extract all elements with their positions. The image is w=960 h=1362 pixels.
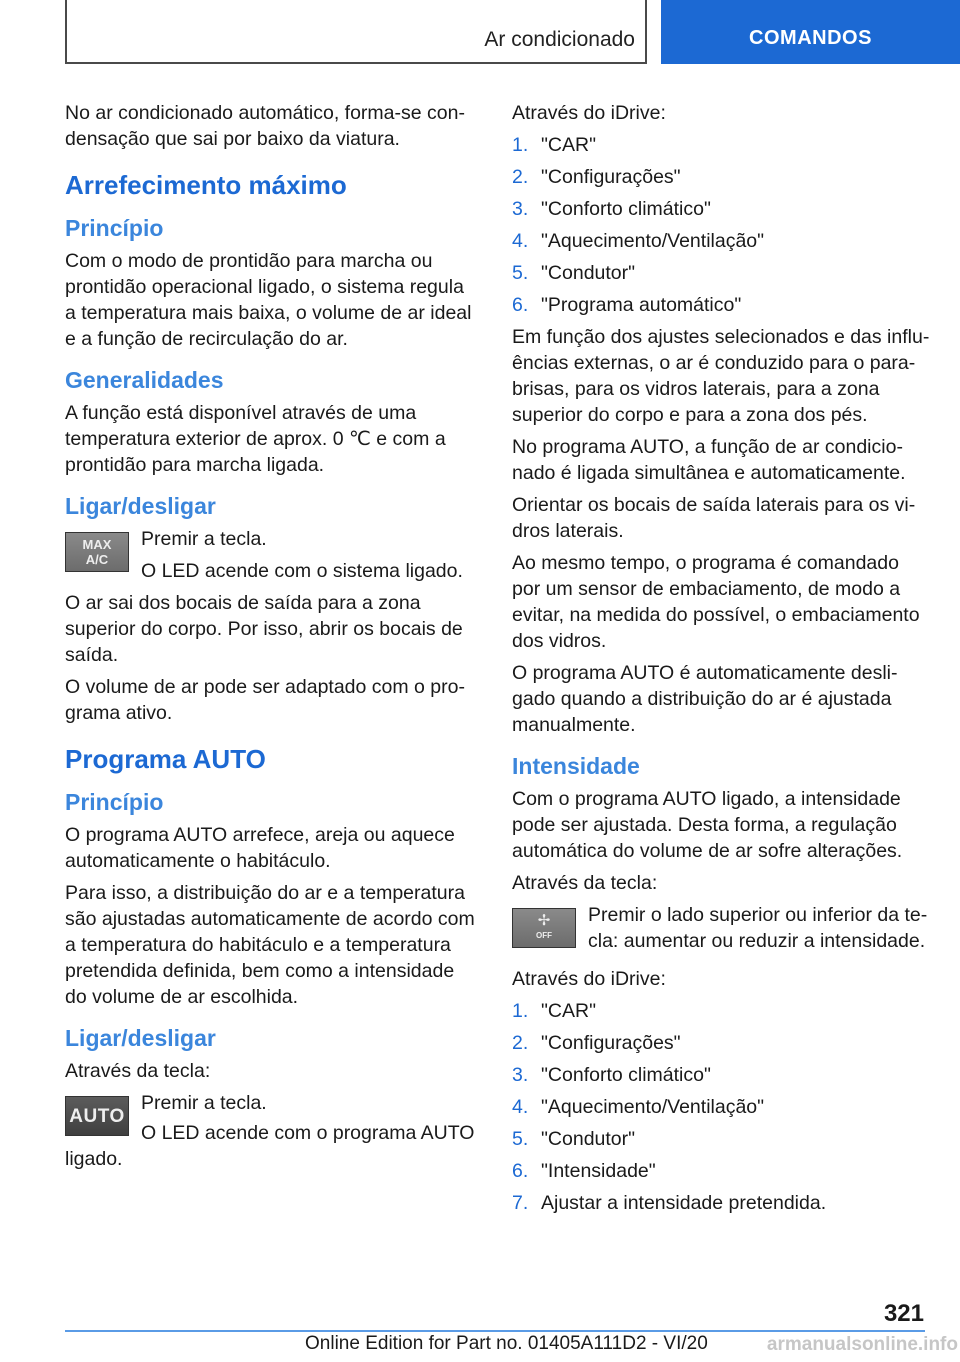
step-number: 7.	[512, 1192, 529, 1214]
section-title-max-cooling: Arrefecimento máximo	[65, 170, 347, 200]
step-number: 2.	[512, 166, 529, 188]
step-item	[512, 292, 930, 318]
step-text: "Condutor"	[541, 262, 636, 284]
step-text: "Intensidade"	[541, 1160, 656, 1182]
footer-edition: Online Edition for Part no. 01405A111D2 - VI/20	[305, 1333, 708, 1354]
auto-off-text: O programa AUTO é automaticamente desligado quando a distribuição do ar é ajustada manualmente.	[512, 662, 898, 736]
step-text: "CAR"	[541, 1000, 597, 1022]
step-item	[512, 132, 930, 158]
auto-press-text: Premir a tecla.	[141, 1092, 267, 1114]
step-number: 4.	[512, 1096, 529, 1118]
air-direction-text: Em função dos ajustes selecionados e das influências externas, o ar é conduzido para o para-brisas, para os vidros laterais, para a zona superior do corpo e para a zona dos pés.	[512, 326, 930, 426]
auto-principle-text: O programa AUTO arrefece, areja ou aquece automaticamente o habitáculo.	[65, 824, 455, 872]
air-outlet-text: O ar sai dos bocais de saída para a zona superior do corpo. Por isso, abrir os bocais de saída.	[65, 592, 463, 666]
step-number: 3.	[512, 198, 529, 220]
step-item	[512, 1094, 930, 1120]
auto-icon-label: AUTO	[69, 1105, 125, 1127]
step-text: "Configurações"	[541, 166, 681, 188]
left-column	[65, 100, 480, 1178]
step-item	[512, 1190, 930, 1216]
section-title-auto: Programa AUTO	[65, 744, 266, 774]
header-chapter-tab[interactable]	[661, 0, 960, 64]
fan-intensity-button-icon	[512, 908, 576, 948]
intro-text: No ar condicionado automático, forma-se condensação que sai por baixo da viatura.	[65, 102, 465, 150]
step-number: 1.	[512, 1000, 529, 1022]
auto-button-icon	[65, 1096, 129, 1136]
via-key-text: Através da tecla:	[65, 1060, 211, 1082]
step-number: 6.	[512, 294, 529, 316]
step-number: 2.	[512, 1032, 529, 1054]
fan-icon: ✢	[537, 912, 551, 929]
via-idrive-text-2: Através do iDrive:	[512, 968, 666, 990]
step-item	[512, 260, 930, 286]
air-volume-text: O volume de ar pode ser adaptado com o programa ativo.	[65, 676, 465, 724]
step-item	[512, 1062, 930, 1088]
footer-divider	[65, 1330, 925, 1332]
intensity-press-text: Premir o lado superior ou inferior da tecla: aumentar ou reduzir a intensidade.	[588, 904, 928, 952]
led-on-text: O LED acende com o sistema ligado.	[141, 560, 463, 582]
step-number: 5.	[512, 1128, 529, 1150]
right-column	[512, 100, 930, 1222]
idrive-steps-list-2	[512, 998, 930, 1216]
auto-ac-text: No programa AUTO, a função de ar condicionado é ligada simultânea e automaticamente.	[512, 436, 906, 484]
auto-led-text: O LED acende com o programa AUTO ligado.	[65, 1122, 475, 1170]
step-item	[512, 1030, 930, 1056]
step-number: 6.	[512, 1160, 529, 1182]
fog-sensor-text: Ao mesmo tempo, o programa é comandado por um sensor de embaciamento, de modo a evitar, na medida do possível, o embaciamento dos vidros.	[512, 552, 920, 652]
chapter-label: COMANDOS	[749, 26, 872, 49]
step-number: 5.	[512, 262, 529, 284]
page-number: 321	[883, 1300, 924, 1327]
max-ac-button-icon	[65, 532, 129, 572]
step-item	[512, 228, 930, 254]
step-text: "Aquecimento/Ventilação"	[541, 1096, 765, 1118]
step-text: "Configurações"	[541, 1032, 681, 1054]
press-key-text: Premir a tecla.	[141, 528, 267, 550]
max-ac-instruction	[65, 526, 480, 584]
step-item	[512, 1158, 930, 1184]
step-text: "Conforto climático"	[541, 198, 711, 220]
step-text: Ajustar a intensidade pretendida.	[541, 1192, 827, 1214]
step-text: "Conforto climático"	[541, 1064, 711, 1086]
step-item	[512, 1126, 930, 1152]
header-section-title: Ar condicionado	[484, 28, 635, 51]
via-idrive-text-1: Através do iDrive:	[512, 102, 666, 124]
subsection-on-off: Ligar/desligar	[65, 493, 216, 519]
fan-off-label: OFF	[536, 931, 552, 940]
step-number: 3.	[512, 1064, 529, 1086]
side-vents-text: Orientar os bocais de saída laterais para os vidros laterais.	[512, 494, 916, 542]
watermark: armanualsonline.info	[766, 1334, 958, 1355]
step-text: "Programa automático"	[541, 294, 742, 316]
general-text: A função está disponível através de uma temperatura exterior de aprox. 0 ℃ e com a prontidão para marcha ligada.	[65, 402, 446, 476]
subsection-principle: Princípio	[65, 215, 164, 241]
subsection-on-off-auto: Ligar/desligar	[65, 1025, 216, 1051]
subsection-principle-auto: Princípio	[65, 789, 164, 815]
step-text: "Condutor"	[541, 1128, 636, 1150]
idrive-steps-list-1	[512, 132, 930, 318]
step-item	[512, 164, 930, 190]
step-text: "CAR"	[541, 134, 597, 156]
step-number: 1.	[512, 134, 529, 156]
auto-distribution-text: Para isso, a distribuição do ar e a temperatura são ajustadas automaticamente de acordo com a temperatura do habitáculo e a temperatura pretendida definida, bem como a intensidade do volume de ar escolhida.	[65, 882, 475, 1008]
subsection-intensity: Intensidade	[512, 753, 640, 779]
step-text: "Aquecimento/Ventilação"	[541, 230, 765, 252]
intensity-instruction	[512, 902, 930, 954]
via-key-text-2: Através da tecla:	[512, 872, 658, 894]
step-number: 4.	[512, 230, 529, 252]
subsection-general: Generalidades	[65, 367, 224, 393]
max-ac-icon-line1: MAX	[82, 537, 112, 552]
max-ac-icon-line2: A/C	[85, 552, 109, 567]
step-item	[512, 998, 930, 1024]
principle-text: Com o modo de prontidão para marcha ou prontidão operacional ligado, o sistema regula a temperatura mais baixa, o volume de ar ideal e a função de recirculação do ar.	[65, 250, 472, 350]
intensity-text: Com o programa AUTO ligado, a intensidade pode ser ajustada. Desta forma, a regulação automática do volume de ar sofre alterações.	[512, 788, 903, 862]
step-item	[512, 196, 930, 222]
auto-instruction	[65, 1090, 480, 1142]
